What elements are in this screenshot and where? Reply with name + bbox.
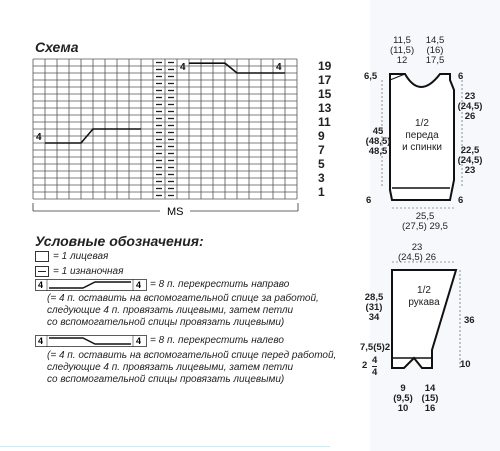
front-right-upper-1: 23	[464, 91, 476, 102]
front-right-shoulder: 6	[458, 71, 464, 82]
row-number: 19	[318, 59, 332, 73]
front-left-bottom: 6	[366, 195, 372, 206]
sleeve-left-height-3: 34	[368, 312, 380, 323]
front-top-left-2: (11,5)	[390, 45, 415, 56]
front-top-left-dim	[390, 36, 414, 66]
front-top-right-2: (16)	[426, 45, 444, 56]
front-top-left-3: 12	[396, 55, 408, 66]
front-left-height	[364, 127, 392, 157]
cross-left-line-2: следующие 4 п. провязать лицевыми, затем петли	[47, 362, 294, 373]
front-right-upper-2: (24,5)	[457, 101, 483, 112]
purl-symbol-icon	[35, 266, 49, 277]
sleeve-top-width-2: (24,5) 26	[397, 252, 437, 263]
cable-number: 4	[36, 132, 42, 143]
row-number: 11	[318, 115, 331, 129]
bottom-divider	[0, 446, 330, 447]
cross-left-line-1: (= 4 п. оставить на вспомогательной спице перед работой,	[47, 350, 337, 361]
cable-number: 4	[276, 62, 282, 73]
front-right-upper-3: 26	[464, 111, 476, 122]
front-top-right-3: 17,5	[425, 55, 445, 66]
sleeve-bottom-left-2: (9,5)	[393, 393, 413, 404]
sleeve-label-1: 1/2	[417, 285, 431, 296]
row-number: 17	[318, 73, 332, 87]
front-bottom-width-2: (27,5) 29,5	[402, 221, 448, 232]
front-left-height-1: 45	[372, 126, 384, 137]
legend-knit-text: = 1 лицевая	[53, 251, 109, 263]
front-top-left-1: 11,5	[393, 35, 411, 46]
cross-left-num-right: 4	[136, 336, 142, 346]
scheme-title: Схема	[35, 39, 79, 55]
legend-purl	[35, 266, 123, 278]
legend-knit	[35, 251, 108, 263]
front-right-lower	[455, 146, 485, 176]
sleeve-fraction-den: 4	[372, 367, 378, 378]
row-number: 13	[318, 101, 332, 115]
sleeve-bottom-right-1: 14	[424, 383, 436, 394]
sleeve-bottom-left	[392, 384, 414, 414]
sleeve-bottom-right-3: 16	[424, 403, 436, 414]
cross-right-line-3: со вспомогательной спицы провязать лицевыми)	[47, 317, 285, 328]
legend-title: Условные обозначения:	[35, 233, 204, 249]
row-number: 1	[318, 185, 325, 199]
sleeve-fraction-num: 4	[372, 355, 378, 366]
cross-left-num-left: 4	[38, 336, 44, 346]
sleeve-left-height	[362, 293, 386, 323]
front-bottom-width	[395, 212, 455, 232]
row-numbers	[318, 60, 342, 200]
front-label	[402, 118, 442, 154]
cross-right-line-1: (= 4 п. оставить на вспомогательной спице за работой,	[47, 293, 319, 304]
row-number: 15	[318, 87, 332, 101]
front-left-height-2: (48,5)	[365, 136, 391, 147]
ms-label: MS	[167, 206, 184, 218]
cross-left-symbol-icon	[35, 335, 147, 347]
front-label-1: 1/2	[415, 118, 429, 129]
sleeve-pattern-diagram	[370, 260, 470, 390]
sleeve-bottom-right	[418, 384, 442, 414]
front-left-shoulder: 6,5	[364, 71, 378, 82]
front-top-right-dim	[420, 36, 450, 66]
cross-right-num-right: 4	[136, 280, 142, 290]
cross-right-num-left: 4	[38, 280, 44, 290]
cross-left-text: = 8 п. перекрестить налево	[150, 335, 284, 346]
sleeve-fraction-whole: 2	[362, 360, 368, 371]
sleeve-right-bottom: 10	[460, 359, 471, 370]
legend-purl-text: = 1 изнаночная	[53, 266, 124, 278]
front-label-3: и спинки	[402, 142, 442, 153]
front-bottom-width-1: 25,5	[415, 211, 435, 222]
front-top-right-1: 14,5	[425, 35, 445, 46]
row-number: 7	[318, 143, 325, 157]
row-number: 5	[318, 157, 325, 171]
front-right-lower-1: 22,5	[460, 145, 480, 156]
sleeve-left-height-2: (31)	[365, 302, 383, 313]
sleeve-label	[406, 285, 442, 309]
cross-right-text: = 8 п. перекрестить направо	[150, 279, 290, 290]
front-right-upper	[455, 92, 485, 122]
row-number: 3	[318, 171, 325, 185]
cross-left-line-3: со вспомогательной спицы провязать лицевыми)	[47, 374, 285, 385]
sleeve-left-small: 7,5(5)2	[360, 342, 391, 353]
cable-number: 4	[180, 62, 186, 73]
sleeve-left-height-1: 28,5	[364, 292, 384, 303]
knitting-chart	[30, 55, 345, 220]
sleeve-label-2: рукава	[408, 297, 440, 308]
front-right-lower-2: (24,5)	[457, 155, 483, 166]
front-label-2: переда	[405, 130, 439, 141]
row-number: 9	[318, 129, 325, 143]
front-right-lower-3: 23	[464, 165, 476, 176]
knit-symbol-icon	[35, 251, 49, 262]
cross-right-symbol-icon	[35, 279, 147, 291]
sleeve-bottom-right-2: (15)	[421, 393, 439, 404]
sleeve-bottom-left-3: 10	[397, 403, 409, 414]
cross-right-line-2: следующие 4 п. провязать лицевыми, затем петли	[47, 305, 294, 316]
sleeve-top-width-1: 23	[411, 242, 423, 253]
front-right-bottom: 6	[458, 195, 464, 206]
front-left-height-3: 48,5	[368, 146, 388, 157]
sleeve-top-width	[392, 243, 442, 263]
sleeve-right-height: 36	[464, 315, 475, 326]
sleeve-bottom-left-1: 9	[400, 383, 406, 394]
